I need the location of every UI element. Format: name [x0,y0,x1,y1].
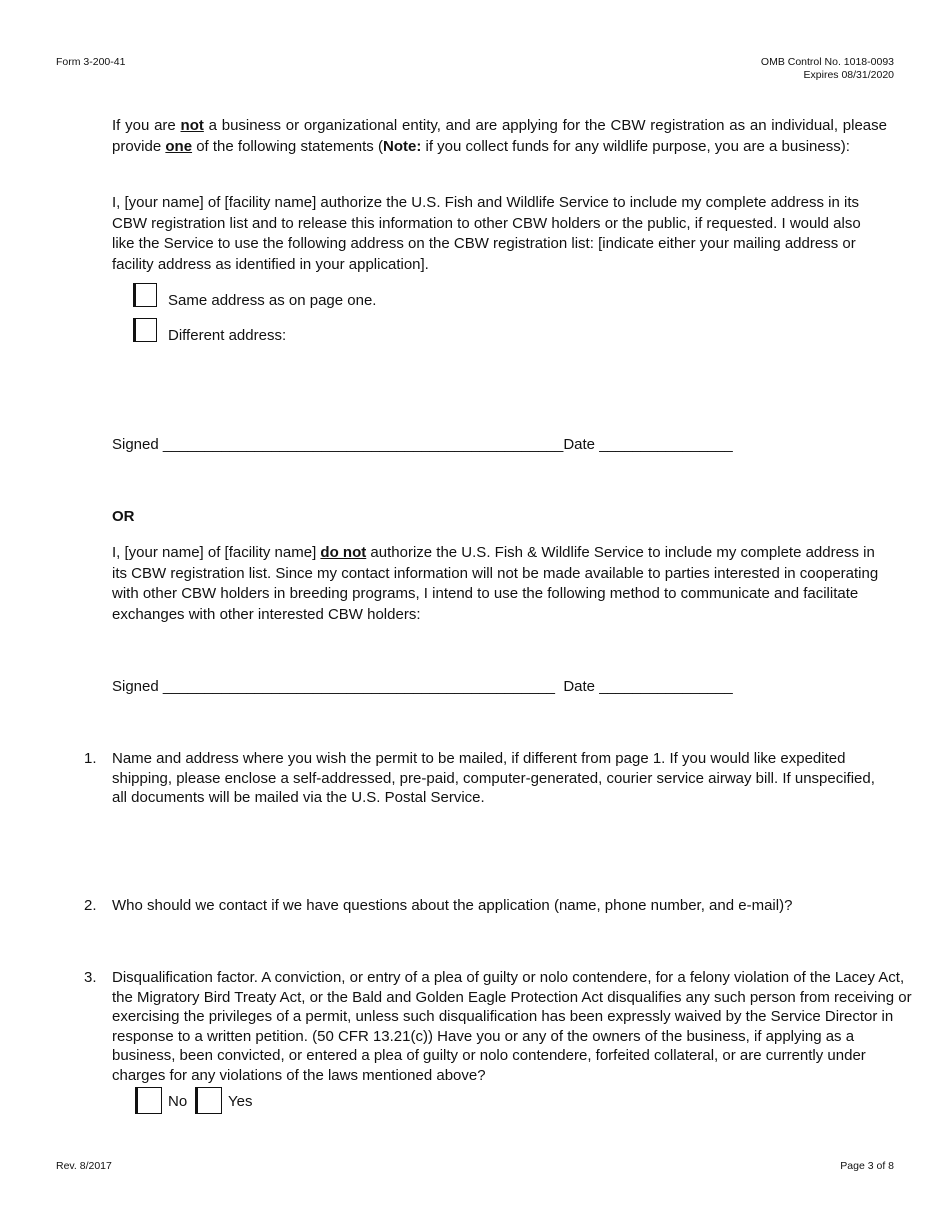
signature-field[interactable]: _______________________________________________ [162,678,555,695]
question-1-text: Name and address where you wish the permit to be mailed, if different from page 1. If you would like expedited shipping, please enclose a self-addressed, pre-paid, computer-generated, courier service airway bill. If unspecified, all documents will be mailed via the U.S. Postal Service. [112,750,875,807]
not-authorize-statement [112,543,887,625]
question-2-number: 2. [84,897,97,914]
intro-paragraph [112,116,887,157]
q3-no-label: No [168,1093,188,1110]
expiration-date: Expires 08/31/2020 [803,69,894,81]
q3-yes-checkbox[interactable] [195,1087,222,1114]
page-number: Page 3 of 8 [840,1160,894,1172]
q3-no-checkbox[interactable] [135,1087,162,1114]
intro-one-emphasis: one [165,137,193,155]
same-address-checkbox[interactable] [133,283,157,307]
date-label: Date [563,678,596,695]
not-authorize-text: I, [your name] of [facility name] [112,544,321,561]
same-address-label: Same address as on page one. [168,292,377,309]
signed-label: Signed [112,678,159,695]
intro-note-label: Note: [382,137,422,155]
revision-date: Rev. 8/2017 [56,1160,112,1172]
do-not-emphasis: do not [320,544,367,561]
q3-yes-label: Yes [228,1093,253,1110]
or-separator: OR [112,508,135,525]
signature-row-2 [112,678,733,696]
question-3-number: 3. [84,969,97,986]
date-field[interactable]: ________________ [599,436,733,453]
question-3-text: Disqualification factor. A conviction, or entry of a plea of guilty or nolo contendere, for a felony violation of the Lacey Act, the Migratory Bird Treaty Act, or the Bald and Golden Eagle Protection Act disqualifies any such person from receiving or exercising the privileges of a permit, unless such disqualification has been expressly waived by the Service Director in response to a written petition. (50 CFR 13.21(c)) Have you or any of the owners of the business, if applying as a business, been convicted, or entered a plea of guilty or nolo contendere, forfeited collateral, or are currently under charges for any violations of the laws mentioned above? [112,969,912,1084]
intro-text: of the following statements ( [192,137,383,155]
intro-not-emphasis: not [180,117,204,134]
different-address-label: Different address: [168,327,287,344]
signature-row-1 [112,436,733,454]
intro-text: If you are [112,117,181,134]
question-2-text: Who should we contact if we have questions about the application (name, phone number, and e-mail)? [112,897,793,914]
question-1-number: 1. [84,750,97,767]
date-field[interactable]: ________________ [599,678,733,695]
authorize-statement: I, [your name] of [facility name] authorize the U.S. Fish and Wildlife Service to include my complete address in its CBW registration list and to release this information to other CBW holders or the public, if requested. I would also like the Service to use the following address on the CBW registration list: [indicate either your mailing address or facility address as identified in your application]. [112,194,861,273]
different-address-checkbox[interactable] [133,318,157,342]
not-authorize-text: authorize the U.S. Fish & Wildlife Service to include my complete address in its CBW registration list. Since my contact information will not be made available to parties interested in cooperating with other CBW holders in breeding programs, I intend to use the following method to communicate and facilitate exchanges with other interested CBW holders: [112,544,879,623]
date-label: Date [563,436,596,453]
omb-info [761,56,894,82]
intro-text: a business or organizational entity, and are applying for the CBW registration as an individual, please provide [112,117,887,155]
form-number: Form 3-200-41 [56,56,126,68]
intro-text: if you collect funds for any wildlife purpose, you are a business): [421,137,850,155]
omb-control-number: OMB Control No. 1018-0093 [760,56,894,68]
signature-field[interactable]: ________________________________________________ [162,436,564,453]
signed-label: Signed [112,436,159,453]
